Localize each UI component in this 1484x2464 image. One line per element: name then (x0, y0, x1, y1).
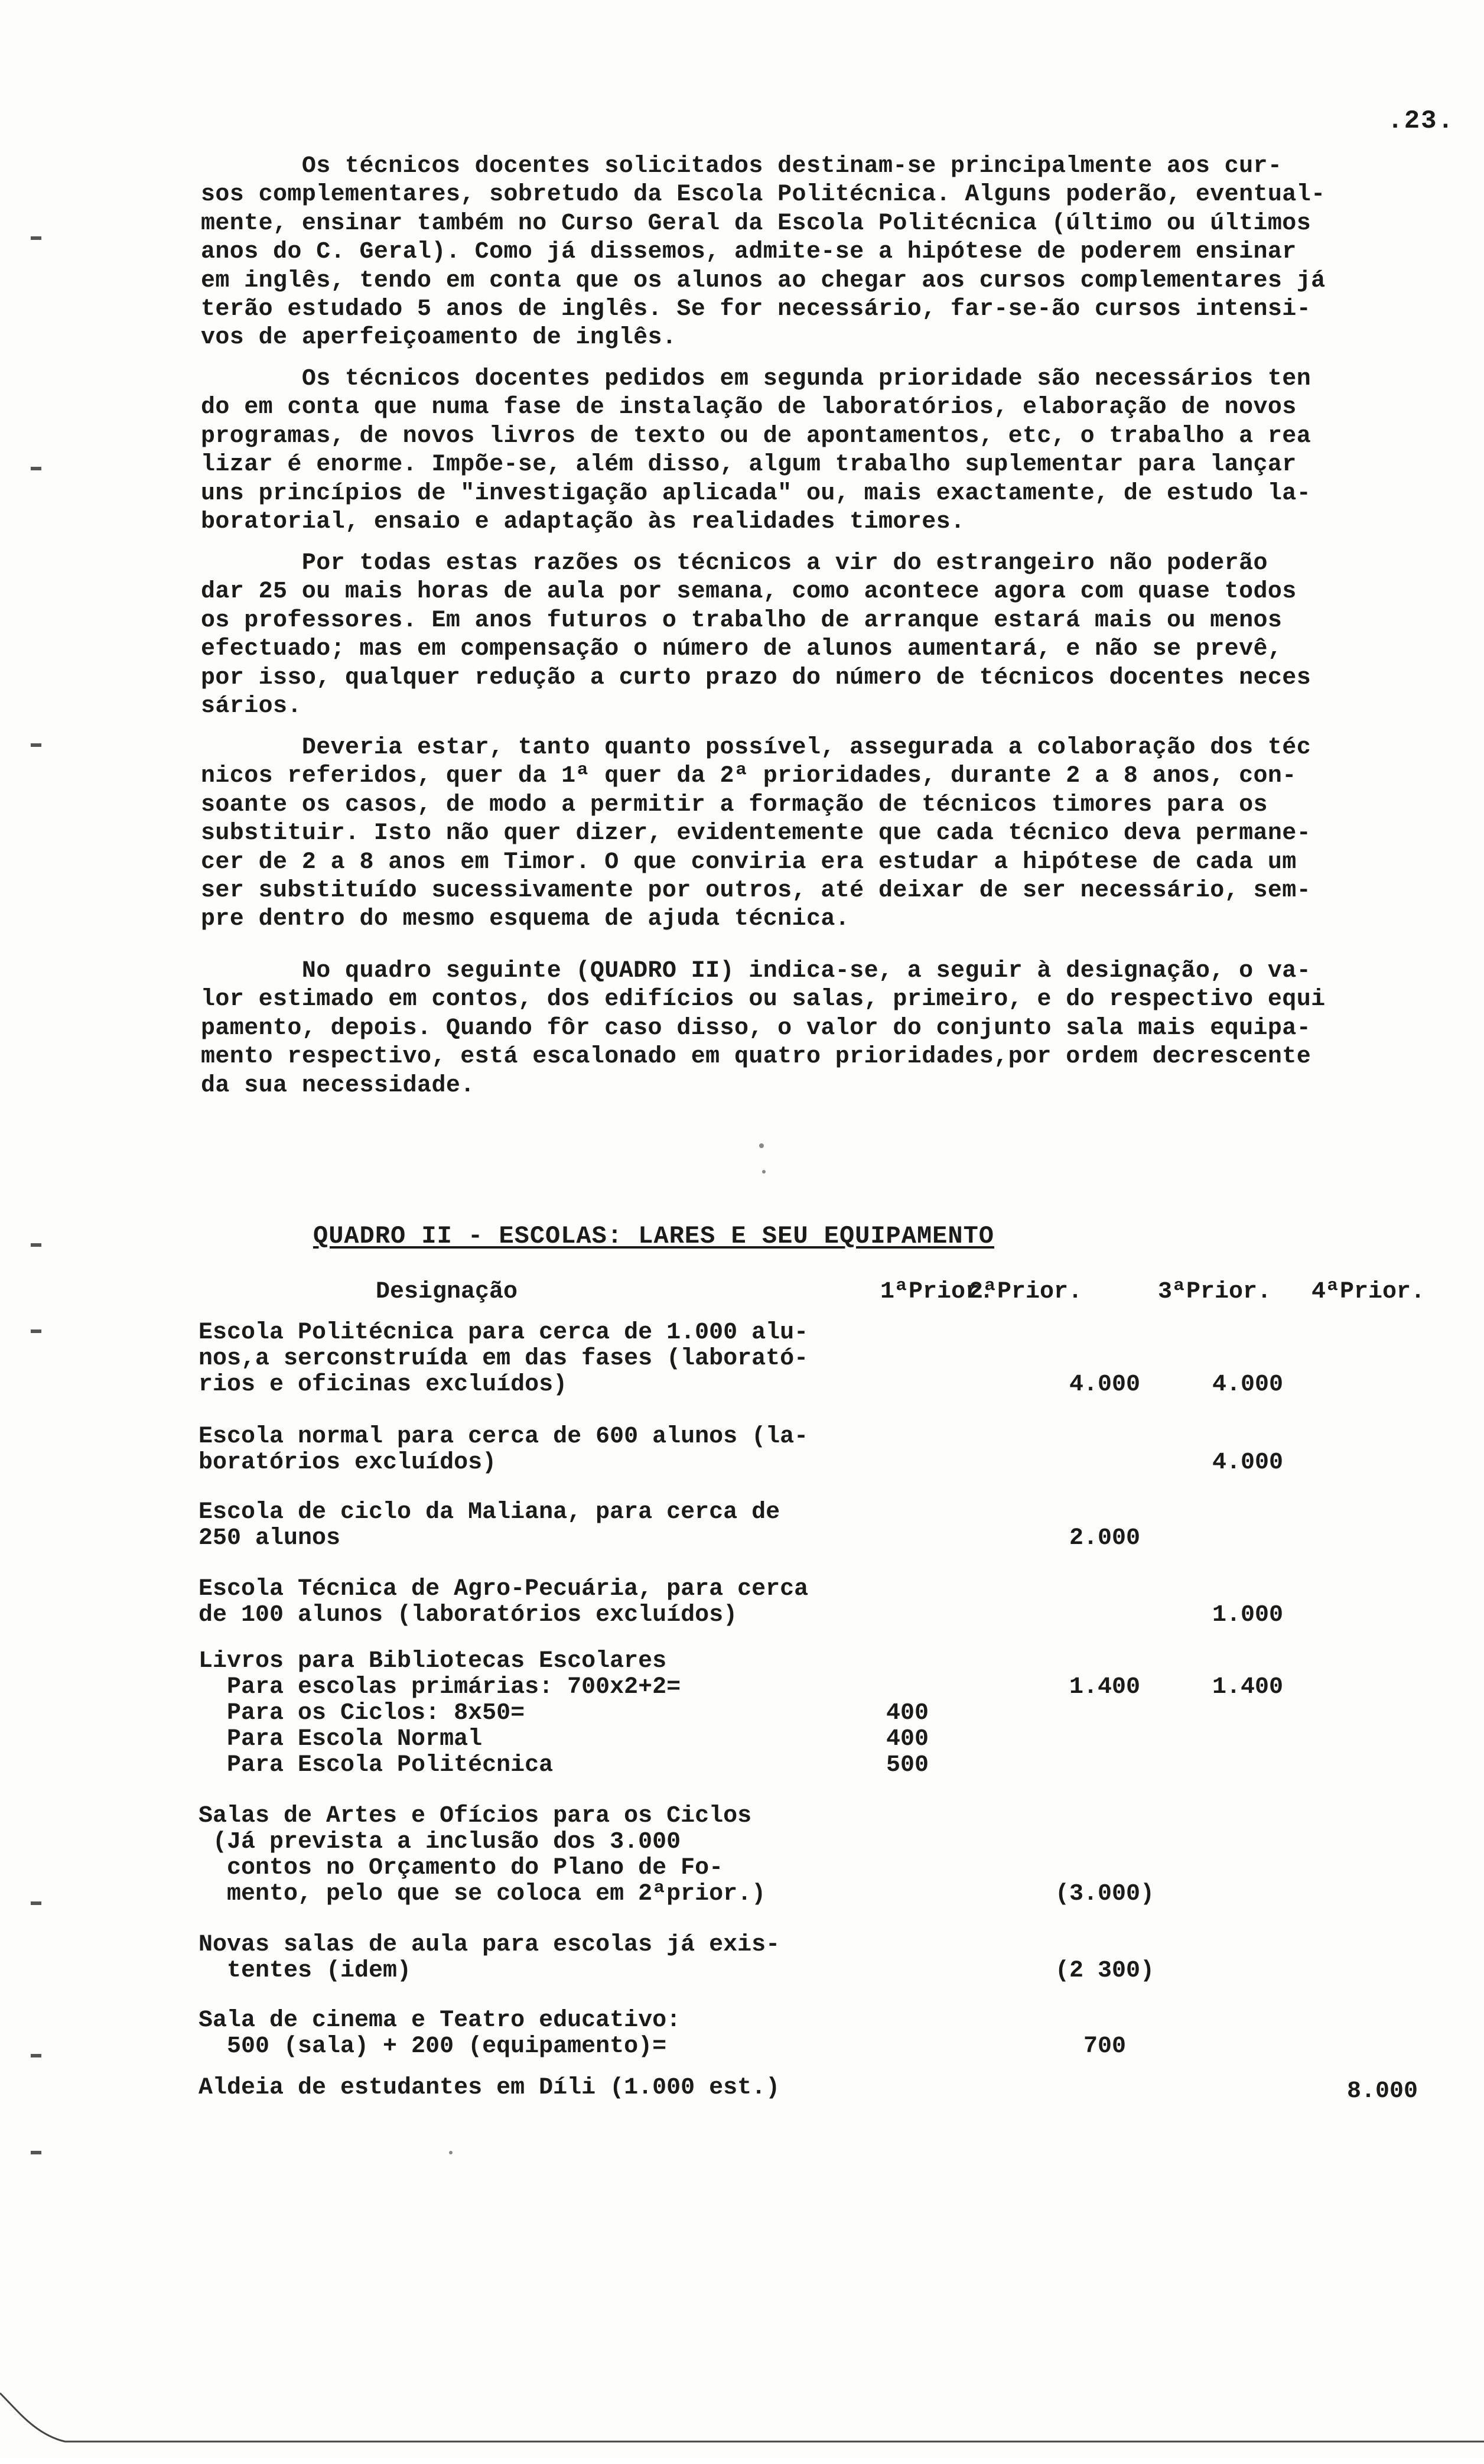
table-cell-prior3: 4.000 (1212, 1371, 1284, 1398)
paragraph-line: pamento, depois. Quando fôr caso disso, o valor do conjunto sala mais equipa- (201, 1015, 1311, 1042)
paragraph-line: sos complementares, sobretudo da Escola Politécnica. Alguns poderão, eventual- (201, 181, 1326, 209)
paragraph-line: em inglês, tendo em conta que os alunos ao chegar aos cursos complementares já (201, 267, 1326, 294)
paragraph-line: Por todas estas razões os técnicos a vir do estrangeiro não poderão (201, 550, 1268, 577)
scan-speck (759, 1143, 764, 1148)
table-row-label: Novas salas de aula para escolas já exis- tentes (idem) (198, 1932, 780, 1984)
paragraph-second-priority (201, 365, 1453, 537)
paragraph-table-intro (201, 957, 1453, 1100)
table-row-label: Aldeia de estudantes em Díli (1.000 est.) (198, 2075, 780, 2101)
paragraph-line: pre dentro do mesmo esquema de ajuda técnica. (201, 906, 850, 933)
paragraph-line: mente, ensinar também no Curso Geral da Escola Politécnica (último ou últimos (201, 210, 1311, 237)
paragraph-line: programas, de novos livros de texto ou de apontamentos, etc, o trabalho a rea (201, 422, 1311, 450)
paragraph-line: substituir. Isto não quer dizer, evidentemente que cada técnico deva permane- (201, 820, 1311, 847)
paragraph-line: lizar é enorme. Impõe-se, além disso, algum trabalho suplementar para lançar (201, 451, 1297, 479)
scan-mark (31, 1243, 41, 1247)
paragraph-technicians-courses (201, 152, 1453, 353)
table-cell-prior2: (3.000) (1055, 1881, 1155, 1907)
table-row-label: Escola Técnica de Agro-Pecuária, para cerca de 100 alunos (laboratórios excluídos) (198, 1576, 809, 1628)
table-cell-prior1: 400 400 500 (886, 1700, 929, 1779)
paragraph-line: uns princípios de "investigação aplicada" ou, mais exactamente, de estudo la- (201, 480, 1311, 507)
column-header-priority-4: 4ªPrior. (1311, 1279, 1426, 1305)
table-cell-prior3: 4.000 (1212, 1449, 1284, 1476)
page-edge-line (0, 2387, 1484, 2464)
table-cell-prior2: 700 (1083, 2033, 1126, 2060)
paragraph-line: soante os casos, de modo a permitir a formação de técnicos timores para os (201, 791, 1268, 818)
paragraph-teaching-hours (201, 550, 1453, 721)
table-cell-prior2: 2.000 (1069, 1525, 1141, 1552)
scan-mark (31, 1901, 41, 1905)
table-row-label: Escola Politécnica para cerca de 1.000 alu- nos,a serconstruída em das fases (laborató- rios e oficinas excluídos) (198, 1319, 809, 1398)
table-cell-prior3: 1.400 (1212, 1674, 1284, 1701)
paragraph-line: vos de aperfeiçoamento de inglês. (201, 324, 677, 352)
paragraph-line: os professores. Em anos futuros o trabalho de arranque estará mais ou menos (201, 607, 1283, 634)
column-header-priority-2: 2ªPrior. (969, 1279, 1083, 1305)
scan-mark (31, 2151, 41, 2154)
paragraph-line: do em conta que numa fase de instalação de laboratórios, elaboração de novos (201, 394, 1297, 421)
table-cell-prior4: 8.000 (1346, 2078, 1418, 2105)
paragraph-line: anos do C. Geral). Como já dissemos, admite-se a hipótese de poderem ensinar (201, 239, 1297, 266)
paragraph-line: dar 25 ou mais horas de aula por semana, como acontece agora com quase todos (201, 578, 1297, 606)
table-row-label: Sala de cinema e Teatro educativo: 500 (sala) + 200 (equipamento)= (198, 2007, 681, 2060)
column-header-designation: Designação (376, 1279, 518, 1305)
table-row-label: Escola normal para cerca de 600 alunos (la- boratórios excluídos) (198, 1423, 809, 1476)
scan-mark (31, 467, 41, 470)
paragraph-line: Deveria estar, tanto quanto possível, assegurada a colaboração dos téc (201, 734, 1311, 761)
table-title: QUADRO II - ESCOLAS: LARES E SEU EQUIPAMENTO (313, 1222, 994, 1250)
scan-speck (449, 2151, 453, 2154)
column-header-priority-3: 3ªPrior. (1158, 1279, 1272, 1305)
paragraph-collaboration (201, 734, 1453, 934)
paragraph-line: Os técnicos docentes pedidos em segunda prioridade são necessários ten (201, 366, 1311, 392)
scan-mark (31, 1329, 41, 1333)
paragraph-line: efectuado; mas em compensação o número de alunos aumentará, e não se prevê, (201, 636, 1283, 663)
paragraph-line: sários. (201, 693, 302, 720)
table-row-label: Escola de ciclo da Maliana, para cerca de 250 alunos (198, 1499, 780, 1552)
paragraph-line: por isso, qualquer redução a curto prazo do número de técnicos docentes neces (201, 664, 1311, 691)
table-cell-prior2: 4.000 (1069, 1371, 1141, 1398)
paragraph-line: lor estimado em contos, dos edifícios ou salas, primeiro, e do respectivo equi (201, 986, 1326, 1013)
column-header-priority-1: 1ªPrior. (880, 1279, 994, 1305)
paragraph-line: da sua necessidade. (201, 1072, 475, 1099)
paragraph-line: nicos referidos, quer da 1ª quer da 2ª prioridades, durante 2 a 8 anos, con- (201, 763, 1297, 790)
paragraph-line: Os técnicos docentes solicitados destinam-se principalmente aos cur- (201, 153, 1283, 180)
table-cell-prior2: 1.400 (1069, 1674, 1141, 1701)
paragraph-line: boratorial, ensaio e adaptação às realidades timores. (201, 509, 965, 536)
paragraph-line: No quadro seguinte (QUADRO II) indica-se, a seguir à designação, o va- (201, 958, 1311, 984)
scan-mark (31, 743, 41, 747)
scan-mark (31, 236, 41, 240)
table-row-label: Livros para Bibliotecas Escolares Para escolas primárias: 700x2+2= Para os Ciclos: 8x50= Para Escola Normal Para Escola Politécnica (198, 1648, 681, 1779)
paragraph-line: ser substituído sucessivamente por outros, até deixar de ser necessário, sem- (201, 877, 1311, 905)
paragraph-line: cer de 2 a 8 anos em Timor. O que conviria era estudar a hipótese de cada um (201, 849, 1297, 876)
scan-mark (31, 2054, 41, 2057)
table-cell-prior2: (2 300) (1055, 1958, 1155, 1984)
scan-speck (762, 1170, 766, 1174)
page-number: .23. (1387, 106, 1454, 136)
table-row-label: Salas de Artes e Ofícios para os Ciclos (Já prevista a inclusão dos 3.000 contos no Orçamento do Plano de Fo- mento, pelo que se coloca em 2ªprior.) (198, 1803, 766, 1907)
paragraph-line: mento respectivo, está escalonado em quatro prioridades,por ordem decrescente (201, 1044, 1311, 1071)
table-cell-prior3: 1.000 (1212, 1602, 1284, 1628)
paragraph-line: terão estudado 5 anos de inglês. Se for necessário, far-se-ão cursos intensi- (201, 296, 1311, 323)
